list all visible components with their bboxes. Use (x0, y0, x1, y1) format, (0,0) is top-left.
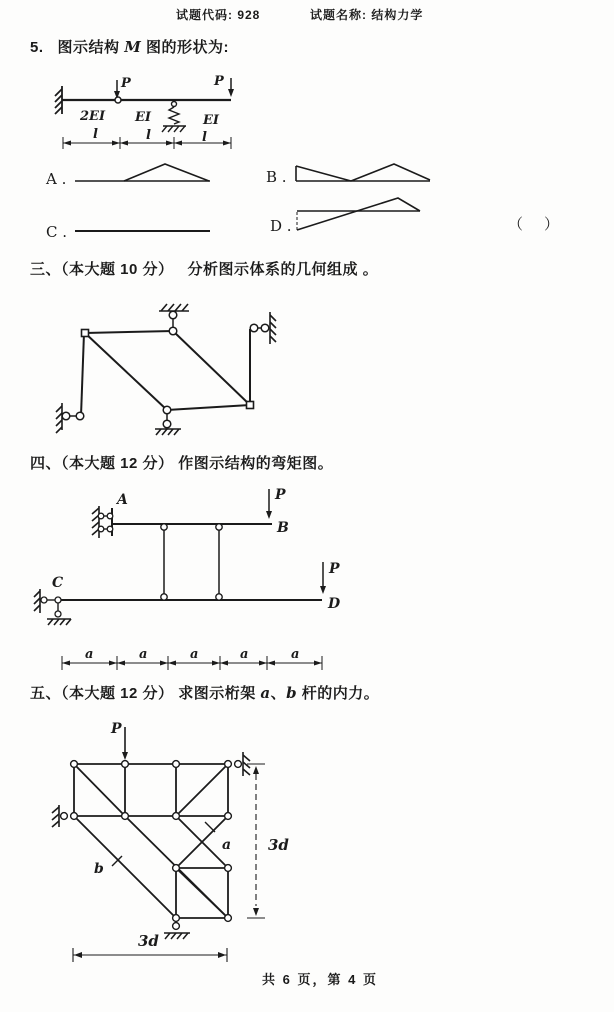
answer-paren-open: （ (508, 215, 524, 233)
load-label: P (111, 721, 122, 737)
question-3-text: 分析图示体系的几何组成 。 (187, 261, 379, 278)
exam-code-label: 试题代码: 928 (176, 8, 261, 22)
question-3-number: 三、（本大题 10 分） (30, 261, 174, 278)
vertical-dimension (247, 764, 265, 918)
vertical-links (164, 524, 219, 600)
stiffness-label-2: EI (135, 110, 151, 125)
option-d-label: D . (270, 217, 292, 235)
answer-options-diagrams (0, 150, 614, 250)
load-label-left: P (121, 76, 131, 91)
load-arrow-b (266, 489, 272, 519)
link-hinges (161, 524, 222, 600)
top-support-icon (159, 304, 189, 311)
node-c-label: C (52, 575, 64, 591)
truss-structure-diagram (0, 713, 360, 973)
right-wall-support-icon (270, 312, 276, 344)
dim-3d-vertical: 3d (268, 836, 289, 854)
question-5-title (30, 36, 229, 57)
page-footer: 共 6 页，第 4 页 (262, 972, 378, 987)
load-label-d: P (329, 561, 340, 577)
span-label-1: l (93, 127, 98, 142)
span-label-3: l (202, 130, 207, 145)
option-c-label: C . (46, 223, 68, 241)
question-5-text-post: 图的形状为: (141, 39, 229, 56)
question-5-number: 5. (30, 39, 44, 56)
node-b-label: B (277, 520, 289, 536)
option-d-moment-shape (297, 198, 420, 230)
bar-a-label: a (222, 837, 232, 853)
bar-a-symbol: a (260, 684, 271, 702)
node-d-label: D (328, 596, 341, 612)
bar-a-tick (205, 822, 215, 832)
dim-a-4: a (240, 647, 249, 662)
left-wall-support-icon (56, 403, 62, 433)
stiffness-label-1: 2EI (80, 109, 106, 124)
option-b-moment-shape (296, 164, 430, 181)
load-arrow-left (114, 80, 120, 99)
dim-a-2: a (139, 647, 148, 662)
node-a-label: A (117, 492, 128, 508)
fixed-support-icon (55, 86, 62, 114)
frame-structure-diagram (0, 483, 380, 681)
bar-b-label: b (94, 861, 104, 877)
question-4-title (30, 452, 333, 473)
dim-a-3: a (190, 647, 199, 662)
question-5-text-pre: 图示结构 (57, 39, 125, 56)
bar-b-symbol: b (286, 684, 298, 702)
load-arrow-right (228, 78, 234, 97)
horizontal-dimension (73, 948, 227, 962)
question-5t-text-post: 杆的内力。 (297, 685, 380, 702)
support-c-icon (34, 589, 71, 625)
span-label-2: l (146, 128, 151, 143)
left-wall-support-icon (52, 805, 59, 827)
joints (62, 311, 269, 428)
question-5t-title (30, 682, 379, 703)
dim-a-1: a (85, 647, 94, 662)
option-a-label: A . (46, 170, 67, 188)
stiffness-label-3: EI (203, 113, 219, 128)
question-3-title (30, 258, 378, 279)
load-arrow (122, 727, 128, 760)
truss-members (74, 764, 228, 918)
load-label-b: P (275, 487, 286, 503)
geometric-composition-diagram (0, 298, 320, 446)
exam-name-label: 试题名称: 结构力学 (310, 8, 424, 22)
option-a-moment-shape (75, 164, 210, 181)
question-5t-text-pre: 求图示桁架 (178, 685, 261, 702)
dim-3d-horizontal: 3d (138, 932, 159, 950)
spring-support-icon (162, 102, 186, 133)
load-arrow-d (320, 562, 326, 594)
question-4-number: 四、（本大题 12 分） (30, 455, 174, 472)
hinge-icon (115, 97, 121, 103)
bar-b-tick (112, 856, 122, 866)
moment-symbol: M (124, 38, 142, 56)
question-5t-sep: 、 (270, 685, 287, 702)
beam-structure-diagram (0, 70, 360, 160)
option-b-label: B . (266, 168, 287, 186)
bottom-support-icon (155, 429, 181, 435)
question-4-text: 作图示结构的弯矩图。 (178, 455, 334, 472)
frame-members (81, 329, 250, 416)
question-5t-number: 五、（本大题 12 分） (30, 685, 174, 702)
wall-support-a-icon (92, 506, 113, 538)
dim-a-5: a (291, 647, 300, 662)
load-label-right: P (214, 74, 224, 89)
answer-paren-close: ） (544, 215, 560, 233)
